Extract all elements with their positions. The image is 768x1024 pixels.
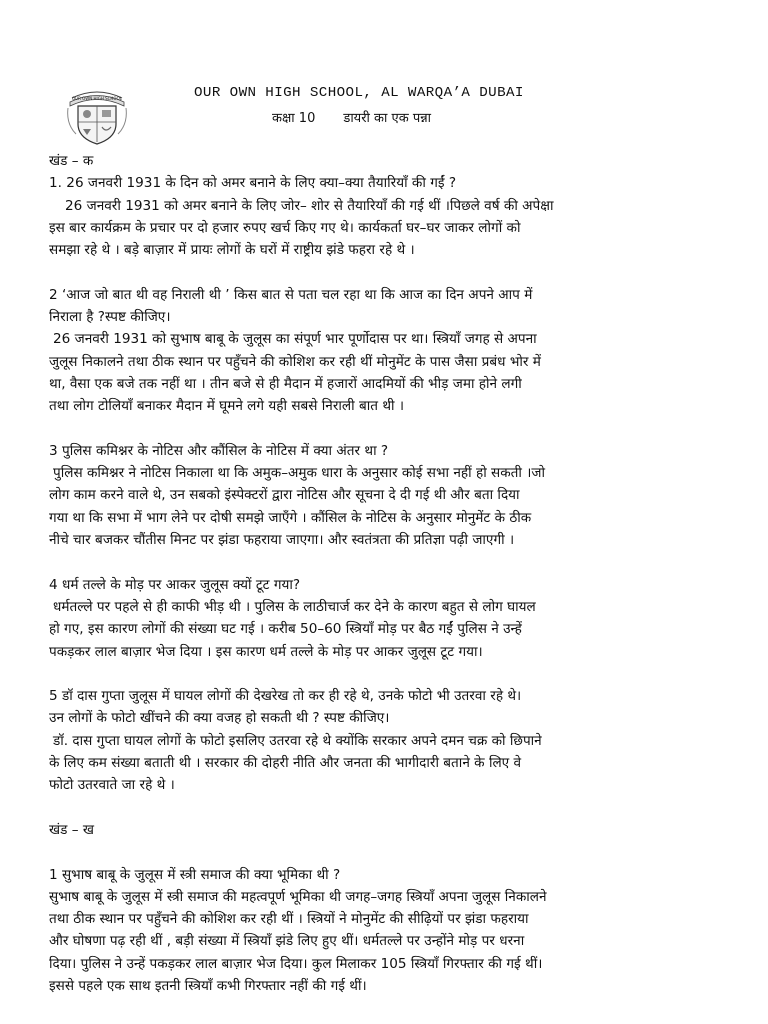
- answer-a2-line: 26 जनवरी 1931 को सुभाष बाबू के जुलूस का संपूर्ण भार पूर्णोदास पर था। स्त्रियाँ जगह से अपना: [53, 331, 537, 348]
- answer-a3-line: नीचे चार बजकर चौंतीस मिनट पर झंडा फहराया जाएगा। और स्वतंत्रता की प्रतिज्ञा पढ़ी जाएगी ।: [49, 532, 515, 549]
- question-a3: 3 पुलिस कमिश्नर के नोटिस और कौंसिल के नोटिस में क्या अंतर था ?: [49, 442, 389, 459]
- answer-a5-line: के लिए कम संख्या बताती थी । सरकार की दोहरी नीति और जनता की भागीदारी बताने के लिए वे: [49, 755, 522, 772]
- answer-a2-line: तथा लोग टोलियाँ बनाकर मैदान में घूमने लगे यही सबसे निराली बात थी ।: [49, 398, 405, 415]
- question-a4: 4 धर्म तल्ले के मोड़ पर आकर जुलूस क्यों टूट गया?: [49, 576, 301, 593]
- answer-b1-line: सुभाष बाबू के जुलूस में स्त्री समाज की महत्वपूर्ण भूमिका थी जगह–जगह स्त्रियाँ अपना जुलूस निकालने: [49, 888, 547, 905]
- worksheet-body: [49, 150, 721, 997]
- worksheet-subtitle: [272, 108, 431, 126]
- answer-b1-line: और घोषणा पढ़ रही थीं , बड़ी संख्या में स्त्रियाँ झंडे लिए हुए थीं। धर्मतल्ले पर उन्होंने मोड़ पर धरना: [49, 933, 525, 950]
- answer-a1-line: समझा रहे थे । बड़े बाज़ार में प्रायः लोगों के घरों में राष्ट्रीय झंडे फहरा रहे थे ।: [49, 242, 415, 259]
- answer-a3-line: लोग काम करने वाले थे, उन सबको इंस्पेक्टरों द्वारा नोटिस और सूचना दे दी गई थी और बता दिया: [49, 487, 520, 504]
- question-a1: 1. 26 जनवरी 1931 के दिन को अमर बनाने के लिए क्या–क्या तैयारियाँ की गईं ?: [49, 175, 457, 192]
- question-a2-line: निराला है ?स्पष्ट कीजिए।: [49, 309, 171, 326]
- answer-a4-line: पकड़कर लाल बाज़ार भेज दिया । इस कारण धर्म तल्ले के मोड़ पर आकर जुलूस टूट गया।: [49, 643, 483, 660]
- section-b-title: खंड – ख: [49, 821, 94, 838]
- school-name-heading: OUR OWN HIGH SCHOOL, AL WARQA’A DUBAI: [194, 85, 524, 101]
- answer-a4-line: हो गए, इस कारण लोगों की संख्या घट गई । करीब 50–60 स्त्रियाँ मोड़ पर बैठ गईं पुलिस ने उन्हें: [49, 621, 522, 638]
- question-a2-line: 2 ‘आज जो बात थी वह निराली थी ’ किस बात से पता चल रहा था कि आज का दिन अपने आप में: [49, 286, 533, 303]
- answer-a5-line: डॉ. दास गुप्ता घायल लोगों के फोटो इसलिए उतरवा रहे थे क्योंकि सरकार अपने दमन चक्र को छिपाने: [53, 732, 542, 749]
- chapter-title: डायरी का एक पन्ना: [343, 111, 431, 126]
- answer-a3-line: पुलिस कमिश्नर ने नोटिस निकाला था कि अमुक–अमुक धारा के अनुसार कोई सभा नहीं हो सकती ।जो: [53, 465, 546, 482]
- question-a5-line: 5 डॉ दास गुप्ता जुलूस में घायल लोगों की देखरेख तो कर ही रहे थे, उनके फोटो भी उतरवा रहे थे।: [49, 688, 522, 705]
- answer-b1-line: दिया। पुलिस ने उन्हें पकड़कर लाल बाज़ार भेज दिया। कुल मिलाकर 105 स्त्रियाँ गिरफ्तार की गई थीं।: [49, 955, 543, 972]
- answer-b1-line: इससे पहले एक साथ इतनी स्त्रियाँ कभी गिरफ्तार नहीं की गई थीं।: [49, 977, 367, 994]
- answer-a5-line: फोटो उतरवाते जा रहे थे ।: [49, 777, 175, 794]
- answer-a2-line: जुलूस निकालने तथा ठीक स्थान पर पहुँचने की कोशिश कर रही थीं मोनुमेंट के पास जैसा प्रबंध भोर में: [49, 353, 541, 370]
- answer-a4-line: धर्मतल्ले पर पहले से ही काफी भीड़ थी । पुलिस के लाठीचार्ज कर देने के कारण बहुत से लोग घायल: [53, 598, 536, 615]
- answer-b1-line: तथा ठीक स्थान पर पहुँचने की कोशिश कर रही थीं । स्त्रियों ने मोनुमेंट की सीढ़ियों पर झंडा फहराया: [49, 911, 529, 928]
- question-b1: 1 सुभाष बाबू के जुलूस में स्त्री समाज की क्या भूमिका थी ?: [49, 866, 341, 883]
- question-a5-line: उन लोगों के फोटो खींचने की क्या वजह हो सकती थी ? स्पष्ट कीजिए।: [49, 710, 390, 727]
- answer-a1-line: 26 जनवरी 1931 को अमर बनाने के लिए जोर– शोर से तैयारियाँ की गई थीं ।पिछले वर्ष की अपेक्षा: [65, 197, 554, 214]
- section-a-title: खंड – क: [49, 153, 94, 169]
- class-label: कक्षा 10: [272, 111, 316, 126]
- answer-a2-line: था, वैसा एक बजे तक नहीं था । तीन बजे से ही मैदान में हजारों आदमियों की भीड़ जमा होने लगी: [49, 375, 522, 392]
- crest-banner-text: OUR OWN HIGH SCHOOL: [72, 96, 122, 101]
- answer-a3-line: गया था कि सभा में भाग लेने पर दोषी समझे जाएँगे । कौंसिल के नोटिस के अनुसार मोनुमेंट के ठीक: [49, 509, 532, 526]
- school-crest-logo: [64, 84, 130, 146]
- answer-a1-line: इस बार कार्यक्रम के प्रचार पर दो हजार रुपए खर्च किए गए थे। कार्यकर्ता घर–घर जाकर लोगों को: [49, 219, 521, 236]
